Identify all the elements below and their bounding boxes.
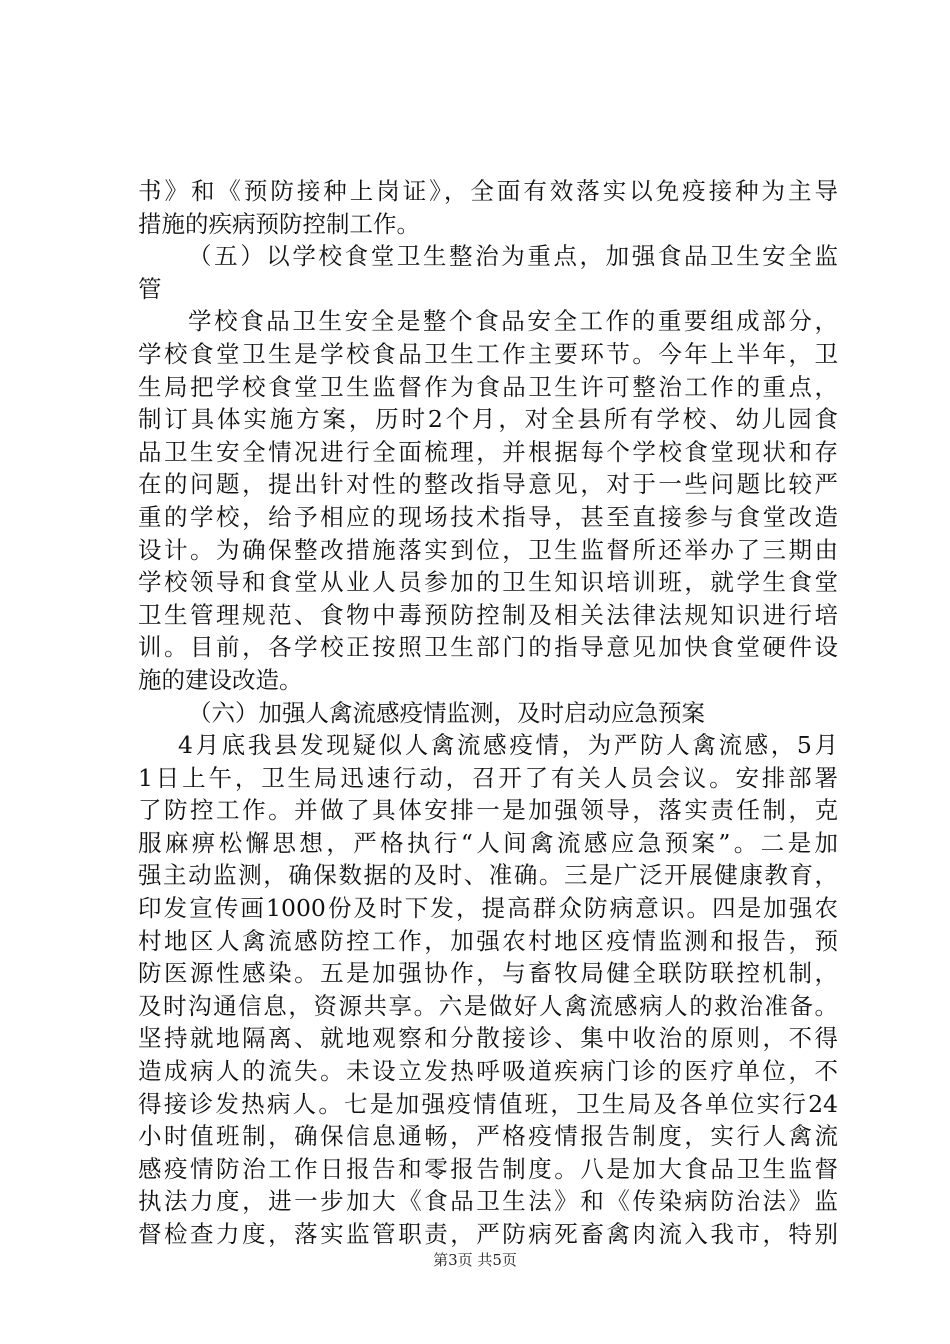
section-heading-continued: 管 xyxy=(138,274,162,303)
paragraph-start: 学校食品卫生安全是整个食品安全工作的重要组成部分， xyxy=(188,307,838,336)
text-line: 品卫生安全情况进行全面梳理，并根据每个学校食堂现状和存 xyxy=(138,437,838,466)
text-line: 造成病人的流失。未设立发热呼吸道疾病门诊的医疗单位，不 xyxy=(138,1057,838,1086)
section-heading: （六）加强人禽流感疫情监测，及时启动应急预案 xyxy=(188,698,705,727)
text-line: 村地区人禽流感防控工作，加强农村地区疫情监测和报告，预 xyxy=(138,926,838,955)
text-line: 防医源性感染。五是加强协作，与畜牧局健全联防联控机制， xyxy=(138,959,838,988)
section-heading: （五）以学校食堂卫生整治为重点，加强食品卫生安全监 xyxy=(188,242,838,271)
paragraph-start: 4月底我县发现疑似人禽流感疫情，为严防人禽流感，5月 xyxy=(178,731,838,760)
text-line: 生局把学校食堂卫生监督作为食品卫生许可整治工作的重点， xyxy=(138,372,838,401)
text-line: 施的建设改造。 xyxy=(138,665,303,694)
text-line: 制订具体实施方案，历时2个月，对全县所有学校、幼儿园食 xyxy=(138,405,838,434)
text-line: 执法力度，进一步加大《食品卫生法》和《传染病防治法》监 xyxy=(138,1187,838,1216)
text-line: 强主动监测，确保数据的及时、准确。三是广泛开展健康教育， xyxy=(138,861,838,890)
text-line: 感疫情防治工作日报告和零报告制度。八是加大食品卫生监督 xyxy=(138,1154,838,1183)
text-line: 小时值班制，确保信息通畅，严格疫情报告制度，实行人禽流 xyxy=(138,1122,838,1151)
text-line: 印发宣传画1000份及时下发，提高群众防病意识。四是加强农 xyxy=(138,894,838,923)
text-line: 卫生管理规范、食物中毒预防控制及相关法律法规知识进行培 xyxy=(138,600,838,629)
page-number-footer: 第3页 共5页 xyxy=(433,1251,517,1269)
text-line: 及时沟通信息，资源共享。六是做好人禽流感病人的救治准备。 xyxy=(138,991,838,1020)
document-body xyxy=(138,175,838,1251)
text-line: 训。目前，各学校正按照卫生部门的指导意见加快食堂硬件设 xyxy=(138,633,838,662)
text-line: 1日上午，卫生局迅速行动，召开了有关人员会议。安排部署 xyxy=(138,763,838,792)
text-line: 重的学校，给予相应的现场技术指导，甚至直接参与食堂改造 xyxy=(138,502,838,531)
text-line: 了防控工作。并做了具体安排一是加强领导，落实责任制，克 xyxy=(138,796,838,825)
text-line: 得接诊发热病人。七是加强疫情值班，卫生局及各单位实行24 xyxy=(138,1089,838,1118)
text-line: 书》和《预防接种上岗证》，全面有效落实以免疫接种为主导 xyxy=(138,177,838,205)
text-line: 坚持就地隔离、就地观察和分散接诊、集中收治的原则，不得 xyxy=(138,1024,838,1053)
text-line: 学校领导和食堂从业人员参加的卫生知识培训班，就学生食堂 xyxy=(138,568,838,597)
text-line: 学校食堂卫生是学校食品卫生工作主要环节。今年上半年，卫 xyxy=(138,339,838,368)
text-line: 措施的疾病预防控制工作。 xyxy=(138,209,420,238)
text-line: 督检查力度，落实监管职责，严防病死畜禽肉流入我市，特别 xyxy=(138,1220,838,1248)
text-line: 在的问题，提出针对性的整改指导意见，对于一些问题比较严 xyxy=(138,470,838,499)
text-line: 设计。为确保整改措施落实到位，卫生监督所还举办了三期由 xyxy=(138,535,838,564)
text-line: 服麻痹松懈思想，严格执行“人间禽流感应急预案”。二是加 xyxy=(138,828,838,857)
